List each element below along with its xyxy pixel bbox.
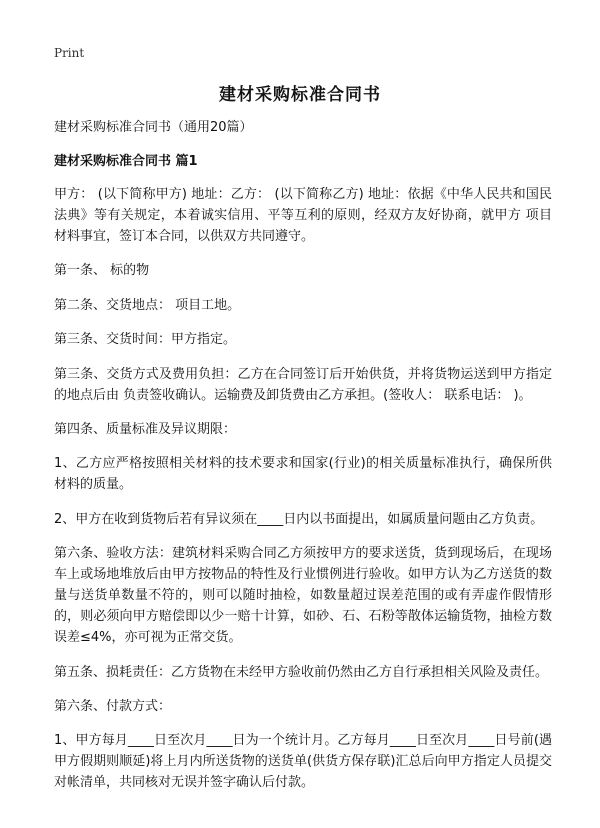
paragraph-article-3-time: 第三条、交货时间：甲方指定。: [54, 332, 237, 348]
paragraph-parties: 甲方： (以下简称甲方) 地址：乙方： (以下简称乙方) 地址：依据《中华人民共和国民法典》等有关规定，本着诚实信用、平等互利的原则，经双方友好协商，就甲方 项目 材料事宜，签订本合同，以供双方共同遵守。: [54, 187, 552, 244]
document-subtitle: 建材采购标准合同书（通用20篇）: [54, 120, 253, 135]
paragraph-payment-1: 1、甲方每月____日至次月____日为一个统计月。乙方每月____日至次月____日号前(遇甲方假期则顺延)将上月内所送货物的送货单(供货方保存联)汇总后向甲方指定人员提交对帐清单，共同核对无误并签字确认后付款。: [54, 733, 552, 791]
paragraph-article-6-acceptance: 第六条、验收方法：建筑材料采购合同乙方须按甲方的要求送货，货到现场后，在现场车上或场地堆放后由甲方按物品的特性及行业惯例进行验收。如甲方认为乙方送货的数量与送货单数量不符的，则可以随时抽检，如数量超过误差范围的或有弄虚作假情形的，则必须向甲方赔偿即以少一赔十计算，如砂、石、石粉等散体运输货物，抽检方数误差≤4%，亦可视为正常交货。: [54, 546, 552, 646]
print-link[interactable]: Print: [54, 46, 85, 60]
paragraph-article-3-delivery: 第三条、交货方式及费用负担：乙方在合同签订后开始供货，并将货物运送到甲方指定的地点后由 负责签收确认。运输费及卸货费由乙方承担。(签收人： 联系电话： )。: [54, 366, 552, 403]
document-body: [54, 117, 552, 807]
paragraph-article-6-payment: 第六条、付款方式：: [54, 698, 172, 714]
paragraph-quality-2: 2、甲方在收到货物后若有异议须在____日内以书面提出，如属质量问题由乙方负责。: [54, 511, 544, 527]
section-heading: 建材采购标准合同书 篇1: [54, 154, 198, 169]
paragraph-article-2: 第二条、交货地点： 项目工地。: [54, 297, 241, 313]
paragraph-article-5: 第五条、损耗责任：乙方货物在未经甲方验收前仍然由乙方自行承担相关风险及责任。: [54, 664, 549, 680]
paragraph-quality-1: 1、乙方应严格按照相关材料的技术要求和国家(行业)的相关质量标准执行，确保所供材料的质量。: [54, 456, 552, 493]
paragraph-article-4: 第四条、质量标准及异议期限：: [54, 421, 237, 437]
document-title: 建材采购标准合同书: [219, 85, 381, 105]
paragraph-article-1: 第一条、 标的物: [54, 263, 150, 279]
